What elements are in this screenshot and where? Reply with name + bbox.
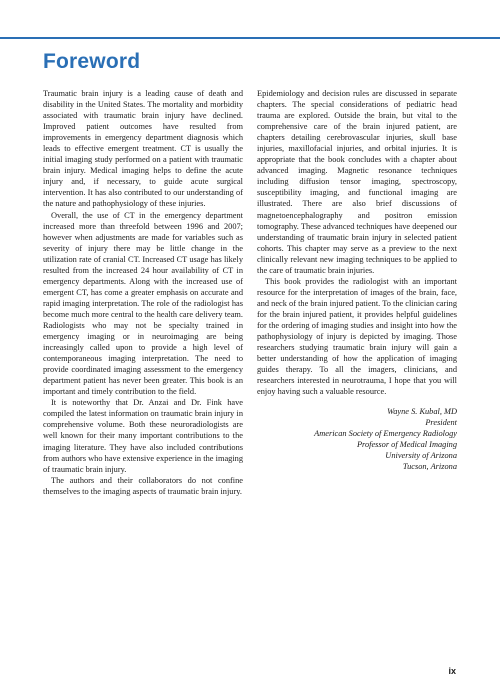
- signature-organization: American Society of Emergency Radiology: [314, 429, 457, 439]
- signature-name: Wayne S. Kubal, MD: [387, 407, 457, 416]
- page-number: ix: [448, 666, 456, 676]
- paragraph: The authors and their collaborators do not confine themselves to the imaging aspects of traumatic brain injury.: [43, 475, 243, 496]
- page-title: Foreword: [43, 50, 141, 73]
- header-rule: [0, 37, 500, 39]
- signature-block: [257, 406, 457, 472]
- paragraph: It is noteworthy that Dr. Anzai and Dr. Fink have compiled the latest information on traumatic brain injury in comprehensive volume. Both these neuroradiologists are well known for their many important contributions to the imaging literature. They have also included contributions from authors who have extensive experience in the imaging of traumatic brain injury.: [43, 398, 243, 474]
- signature-title: President: [425, 418, 457, 428]
- paragraph: Overall, the use of CT in the emergency department increased more than threefold between 1996 and 2007; however when adjustments are made for variables such as severity of injury there may be little change in the utilization rate of cranial CT. Increased CT usage has likely resulted from the increased 24 hour availability of CT in emergency departments. Along with the increased use of emergent CT, has come a greater emphasis on accurate and rapid imaging interpretation. The role of the radiologist has become much more central to the health care delivery team. Radiologists who may not be specialty trained in emergency imaging or in neuroimaging are being increasingly called upon to provide a high level of contemporaneous imaging interpretation. The need to provide coordinated imaging assessment to the emergency department patient has never been greater. This book is an important and timely contribution to the field.: [43, 210, 243, 397]
- paragraph: Traumatic brain injury is a leading cause of death and disability in the United States. The mortality and morbidity associated with traumatic brain injury have declined. Improved patient outcomes have resulted from improvements in emergency department diagnosis which leads to effective emergent treatment. CT is usually the initial imaging study performed on a patient with traumatic brain injury. Medical imaging helps to define the acute injury and, if necessary, to guide acute surgical intervention. It has also contributed to our understanding of the nature and pathophysiology of these injuries.: [43, 89, 243, 209]
- right-column: [257, 88, 457, 397]
- signature-location: Tucson, Arizona: [402, 462, 457, 472]
- signature-position: Professor of Medical Imaging: [356, 440, 457, 450]
- paragraph: Epidemiology and decision rules are discussed in separate chapters. The special considerations of pediatric head trauma are explored. Outside the brain, but vital to the comprehensive care of the brain injured patient, are chapters detailing cerebrovascular injuries, skull base injuries, maxillofacial injuries, and orbital injuries. It is appropriate that the book concludes with a chapter about advanced imaging. Magnetic resonance techniques including diffusion tensor imaging, spectroscopy, susceptibility imaging, and functional imaging are illustrated. There are also brief discussions of magnetoencephalography and positron emission tomography. These advanced techniques have deepened our understanding of traumatic brain injury in selected patient cohorts. This chapter may serve as a preview to the next clinically relevant new imaging techniques to be applied to the care of traumatic brain injuries.: [257, 89, 457, 275]
- paragraph: This book provides the radiologist with an important resource for the interpretation of images of the brain, face, and neck of the brain injured patient. To the clinician caring for the brain injured patient, it provides helpful guidelines for the ordering of imaging studies and insight into how the pathophysiology of injury is depicted by imaging. Those researchers studying traumatic brain injury will gain a better understanding of how the application of imaging guides therapy. To all the imagers, clinicians, and researchers interested in neurotrauma, I hope that you will enjoy having such a valuable resource.: [257, 276, 457, 397]
- signature-institution: University of Arizona: [385, 451, 457, 461]
- left-column: [43, 88, 243, 497]
